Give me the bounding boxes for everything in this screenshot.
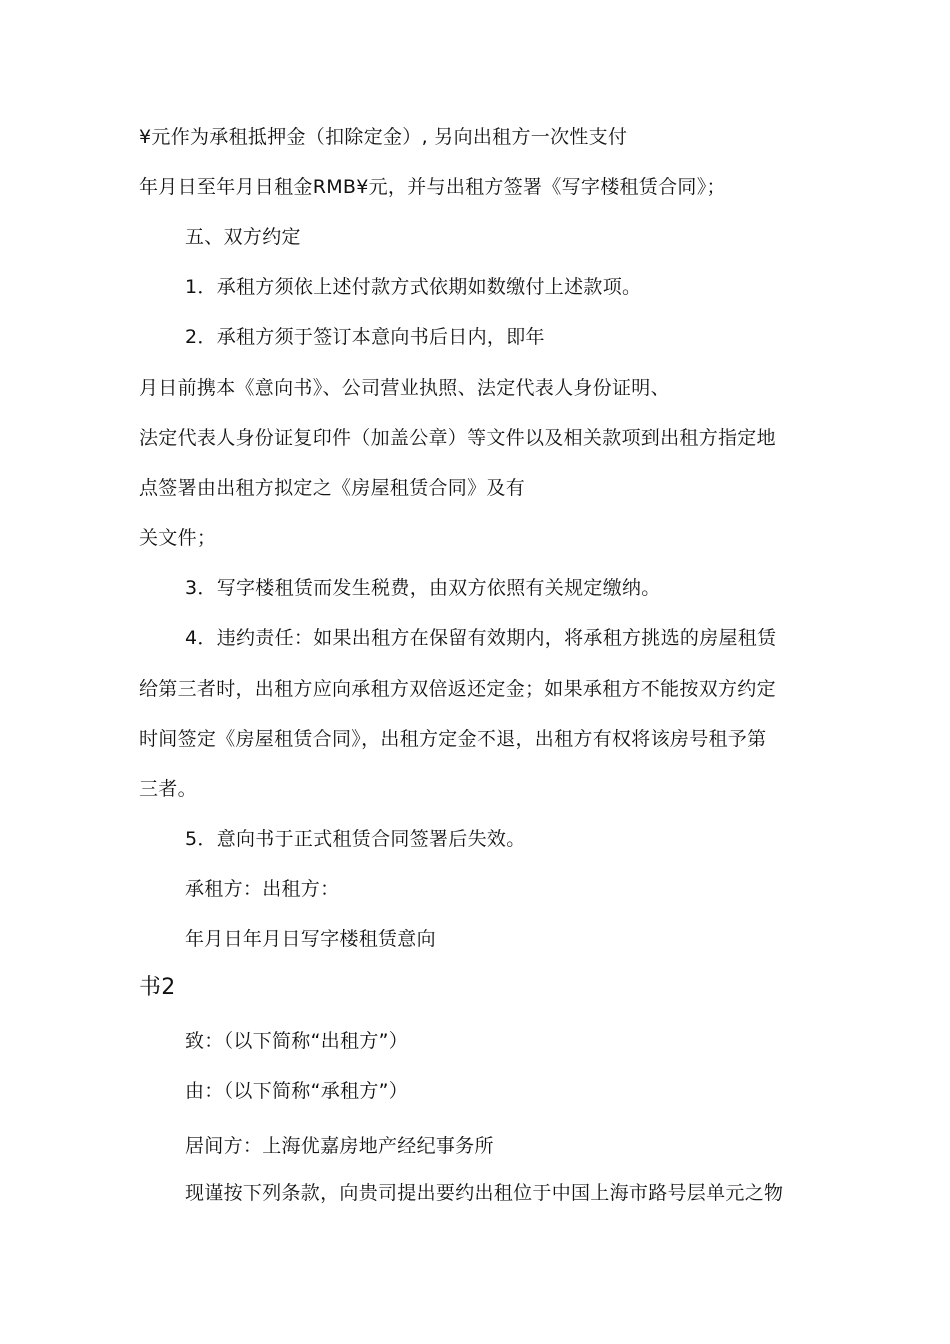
text-line: ¥元作为承租抵押金（扣除定金）, 另向出租方一次性支付 (139, 126, 628, 148)
text-line: 月日前携本《意向书》、公司营业执照、法定代表人身份证明、 (139, 377, 670, 399)
text-line: 关文件； (139, 527, 217, 549)
addressee-line: 致：（以下简称“出租方”） (185, 1030, 409, 1052)
text-line: 4．违约责任：如果出租方在保留有效期内，将承租方挑选的房屋租赁 (185, 627, 777, 649)
document-title: 书2 (139, 975, 176, 1000)
sender-line: 由：（以下简称“承租方”） (185, 1080, 409, 1102)
text-line: 2．承租方须于签订本意向书后日内，即年 (185, 326, 545, 348)
text-line: 现谨按下列条款，向贵司提出要约出租位于中国上海市路号层单元之物 (185, 1182, 784, 1204)
text-line: 年月日年月日写字楼租赁意向 (185, 928, 436, 950)
section-heading: 五、双方约定 (185, 226, 301, 248)
text-line: 给第三者时，出租方应向承租方双倍返还定金；如果承租方不能按双方约定 (139, 678, 776, 700)
signature-parties: 承租方：出租方： (185, 878, 340, 900)
text-line: 法定代表人身份证复印件（加盖公章）等文件以及相关款项到出租方指定地 (139, 427, 776, 449)
intermediary-line: 居间方：上海优嘉房地产经纪事务所 (185, 1135, 494, 1157)
text-line: 三者。 (139, 778, 197, 800)
text-line: 5．意向书于正式租赁合同签署后失效。 (185, 828, 526, 850)
text-line: 年月日至年月日租金RMB¥元，并与出租方签署《写字楼租赁合同》； (139, 176, 726, 198)
text-line: 1．承租方须依上述付款方式依期如数缴付上述款项。 (185, 276, 642, 298)
text-line: 时间签定《房屋租赁合同》，出租方定金不退，出租方有权将该房号租予第 (139, 728, 767, 750)
text-line: 3．写字楼租赁而发生税费，由双方依照有关规定缴纳。 (185, 577, 661, 599)
text-line: 点签署由出租方拟定之《房屋租赁合同》及有 (139, 477, 526, 499)
